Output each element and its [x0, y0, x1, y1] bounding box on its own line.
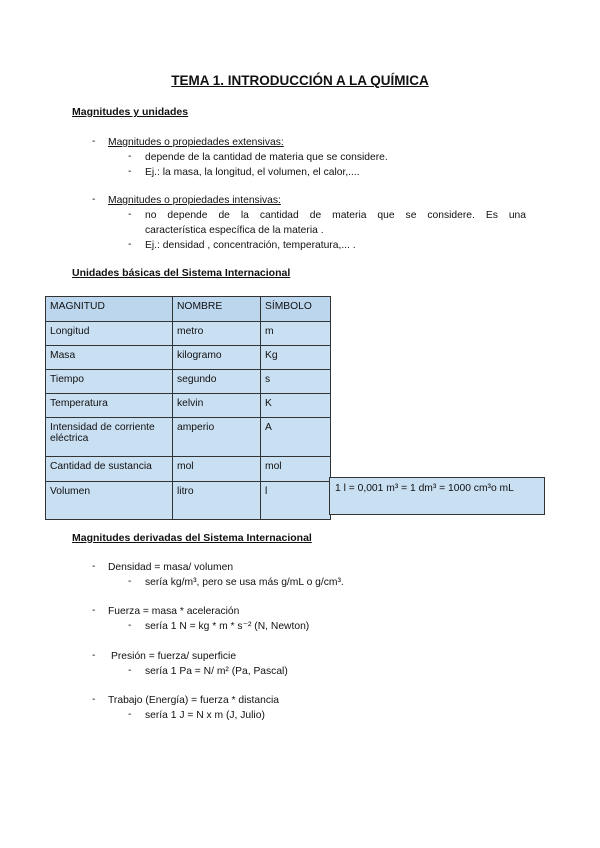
intensive-item-line2: característica específica de la materia .	[145, 225, 324, 236]
bullet-dash: -	[92, 605, 96, 616]
table-cell: K	[261, 394, 331, 418]
intensive-item: Ej.: densidad , concentración, temperatura,... .	[145, 240, 356, 251]
sub-bullet-dash: -	[128, 709, 132, 720]
table-row	[46, 482, 331, 520]
sub-bullet-dash: -	[128, 166, 132, 177]
si-units-table	[45, 296, 331, 520]
bullet-dash: -	[92, 650, 96, 661]
sub-bullet-dash: -	[128, 665, 132, 676]
table-cell: Intensidad de corriente eléctrica	[46, 418, 173, 457]
table-row	[46, 322, 331, 346]
bullet-dash: -	[92, 136, 96, 147]
table-cell: Masa	[46, 346, 173, 370]
volume-conversion-note: 1 l = 0,001 m³ = 1 dm³ = 1000 cm³o mL	[329, 477, 545, 515]
header-cell: MAGNITUD	[46, 297, 173, 322]
derived-item: Trabajo (Energía) = fuerza * distancia	[108, 695, 280, 706]
intensive-item-line1: no depende de la cantidad de materia que se considere. Es una	[145, 210, 526, 221]
table-header-row	[46, 297, 331, 322]
sub-bullet-dash: -	[128, 620, 132, 631]
table-cell: Temperatura	[46, 394, 173, 418]
sub-bullet-dash: -	[128, 576, 132, 587]
header-cell: NOMBRE	[173, 297, 261, 322]
table-cell: l	[261, 482, 331, 520]
derived-item: Fuerza = masa * aceleración	[108, 606, 240, 617]
table-row	[46, 370, 331, 394]
table-cell: metro	[173, 322, 261, 346]
section-heading-magnitudes: Magnitudes y unidades	[72, 106, 189, 118]
section-heading-unidades-basicas: Unidades básicas del Sistema Internacional	[72, 267, 291, 279]
sub-bullet-dash: -	[128, 151, 132, 162]
derived-item: Presión = fuerza/ superficie	[111, 651, 237, 662]
table-cell: kilogramo	[173, 346, 261, 370]
derived-sub-item: sería 1 Pa = N/ m² (Pa, Pascal)	[145, 666, 288, 677]
table-cell: A	[261, 418, 331, 457]
sub-bullet-dash: -	[128, 209, 132, 220]
bullet-dash: -	[92, 194, 96, 205]
table-cell: Longitud	[46, 322, 173, 346]
extensive-label: Magnitudes o propiedades extensivas:	[108, 137, 284, 148]
bullet-dash: -	[92, 694, 96, 705]
extensive-item: Ej.: la masa, la longitud, el volumen, el calor,....	[145, 167, 360, 178]
derived-sub-item: sería 1 N = kg * m * s⁻² (N, Newton)	[145, 621, 310, 632]
derived-sub-item: sería 1 J = N x m (J, Julio)	[145, 710, 265, 721]
table-cell: Tiempo	[46, 370, 173, 394]
table-row	[46, 457, 331, 482]
table-row	[46, 394, 331, 418]
table-cell: mol	[261, 457, 331, 482]
derived-item: Densidad = masa/ volumen	[108, 562, 234, 573]
table-row	[46, 346, 331, 370]
section-heading-magnitudes-derivadas: Magnitudes derivadas del Sistema Internacional	[72, 532, 312, 544]
table-row	[46, 418, 331, 457]
table-cell: litro	[173, 482, 261, 520]
bullet-dash: -	[92, 561, 96, 572]
page-title: TEMA 1. INTRODUCCIÓN A LA QUÍMICA	[171, 73, 429, 88]
table-cell: segundo	[173, 370, 261, 394]
sub-bullet-dash: -	[128, 239, 132, 250]
table-cell: kelvin	[173, 394, 261, 418]
table-cell: Volumen	[46, 482, 173, 520]
table-cell: Kg	[261, 346, 331, 370]
table-cell: s	[261, 370, 331, 394]
derived-sub-item: sería kg/m³, pero se usa más g/mL o g/cm³.	[145, 577, 344, 588]
extensive-item: depende de la cantidad de materia que se considere.	[145, 152, 388, 163]
table-cell: m	[261, 322, 331, 346]
intensive-label: Magnitudes o propiedades intensivas:	[108, 195, 281, 206]
header-cell: SÍMBOLO	[261, 297, 331, 322]
table-cell: Cantidad de sustancia	[46, 457, 173, 482]
table-cell: mol	[173, 457, 261, 482]
table-cell: amperio	[173, 418, 261, 457]
